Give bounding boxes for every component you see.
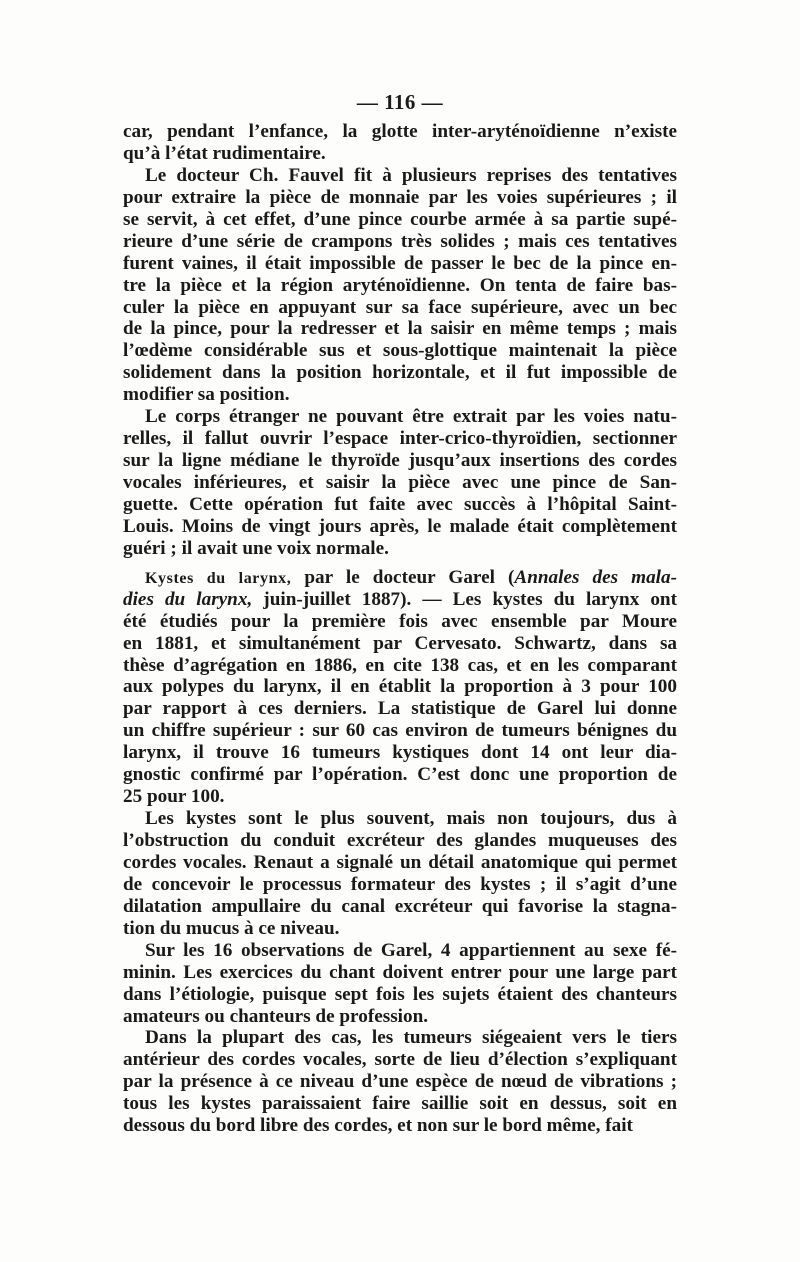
section-heading: Kystes du larynx, xyxy=(145,569,292,587)
text-line: par la présence à ce niveau d’une espèce de nœud de vibrations ; xyxy=(123,1071,677,1093)
text-line: Le corps étranger ne pouvant être extrait par les voies natu- xyxy=(145,406,677,428)
text-line: se servit, à cet effet, d’une pince courbe armée à sa partie supé- xyxy=(123,208,677,230)
text-line: tous les kystes paraissaient faire saillie soit en dessus, soit en xyxy=(123,1093,677,1115)
text-line: antérieur des cordes vocales, sorte de lieu d’élection s’expliquant xyxy=(123,1049,677,1071)
text-line: solidement dans la position horizontale, et il fut impossible de xyxy=(123,362,677,384)
page-number: — 116 — xyxy=(356,90,444,114)
text-line: sur la ligne médiane le thyroïde jusqu’aux insertions des cordes xyxy=(123,450,677,472)
paragraph xyxy=(123,940,677,1028)
text-line xyxy=(123,589,677,611)
paragraph xyxy=(123,808,677,940)
text-line: dilatation ampullaire du canal excréteur qui favorise la stagna- xyxy=(123,895,677,917)
text-line: minin. Les exercices du chant doivent entrer pour une large part xyxy=(123,961,677,983)
text-line: dans l’étiologie, puisque sept fois les sujets étaient des chanteurs xyxy=(123,983,677,1005)
text-line: Les kystes sont le plus souvent, mais non toujours, dus à xyxy=(145,808,677,830)
text-line: dessous du bord libre des cordes, et non sur le bord même, fait xyxy=(123,1115,633,1137)
text-line: aux polypes du larynx, il en établit la proportion à 3 pour 100 xyxy=(123,676,677,698)
text-line: car, pendant l’enfance, la glotte inter-aryténoïdienne n’existe xyxy=(123,121,677,142)
text-line: culer la pièce en appuyant sur sa face supérieure, avec un bec xyxy=(123,296,677,318)
text-line: pour extraire la pièce de monnaie par les voies supérieures ; il xyxy=(123,186,677,208)
text-line xyxy=(123,567,677,589)
text-line: gnostic confirmé par l’opération. C’est donc une proportion de xyxy=(123,764,677,786)
body-text xyxy=(123,121,677,1137)
text-line: thèse d’agrégation en 1886, en cite 138 cas, et en les comparant xyxy=(123,654,677,676)
text-line: amateurs ou chanteurs de profession. xyxy=(123,1005,429,1027)
text-line: furent vaines, il était impossible de passer le bec de la pince en- xyxy=(123,252,677,274)
text-line: rieure d’une série de crampons très solides ; mais ces tentatives xyxy=(123,230,677,252)
paragraph xyxy=(123,165,677,406)
citation-rest: juin-juillet 1887). — Les kystes du larynx ont xyxy=(252,588,677,610)
text-line: guéri ; il avait une voix normale. xyxy=(123,537,389,559)
paragraph xyxy=(123,121,677,165)
text-line: cordes vocales. Renaut a signalé un détail anatomique qui permet xyxy=(123,851,677,873)
text-line: qu’à l’état rudimentaire. xyxy=(123,142,326,164)
text-line: Louis. Moins de vingt jours après, le malade était complètement xyxy=(123,515,677,537)
text-line: guette. Cette opération fut faite avec succès à l’hôpital Saint- xyxy=(123,493,677,515)
text-line: été étudiés pour la première fois avec ensemble par Moure xyxy=(123,610,677,632)
text-line: de concevoir le processus formateur des kystes ; il s’agit d’une xyxy=(123,873,677,895)
text-line: l’œdème considérable sus et sous-glottique maintenait la pièce xyxy=(123,340,677,362)
text-line: en 1881, et simultanément par Cervesato. Schwartz, dans sa xyxy=(123,632,677,654)
text-line: vocales inférieures, et saisir la pièce avec une pince de San- xyxy=(123,472,677,493)
text-line: Le docteur Ch. Fauvel fit à plusieurs reprises des tentatives xyxy=(145,164,677,186)
text-line: Sur les 16 observations de Garel, 4 appartiennent au sexe fé- xyxy=(145,939,677,961)
text-line: relles, il fallut ouvrir l’espace inter-crico-thyroïdien, sectionner xyxy=(123,428,677,450)
heading-rest: par le docteur Garel ( xyxy=(291,566,515,588)
paragraph xyxy=(123,567,677,808)
text-line: tion du mucus à ce niveau. xyxy=(123,917,340,939)
text-line: un chiffre supérieur : sur 60 cas environ de tumeurs bénignes du xyxy=(123,720,677,742)
text-line: modifier sa position. xyxy=(123,384,290,406)
paragraph xyxy=(123,406,677,560)
citation-title-cont: dies du larynx, xyxy=(123,588,253,610)
text-line: 25 pour 100. xyxy=(123,786,225,808)
text-line: Dans la plupart des cas, les tumeurs siégeaient vers le tiers xyxy=(145,1027,677,1049)
paragraph xyxy=(123,1027,677,1137)
text-line: larynx, il trouve 16 tumeurs kystiques dont 14 ont leur dia- xyxy=(123,742,677,764)
text-line: de la pince, pour la redresser et la saisir en même temps ; mais xyxy=(123,318,677,340)
citation-title: Annales des mala- xyxy=(514,566,677,588)
text-line: tre la pièce et la région aryténoïdienne. On tenta de faire bas- xyxy=(123,274,677,296)
text-line: par rapport à ces derniers. La statistique de Garel lui donne xyxy=(123,698,677,720)
text-line: l’obstruction du conduit excréteur des glandes muqueuses des xyxy=(123,830,677,851)
